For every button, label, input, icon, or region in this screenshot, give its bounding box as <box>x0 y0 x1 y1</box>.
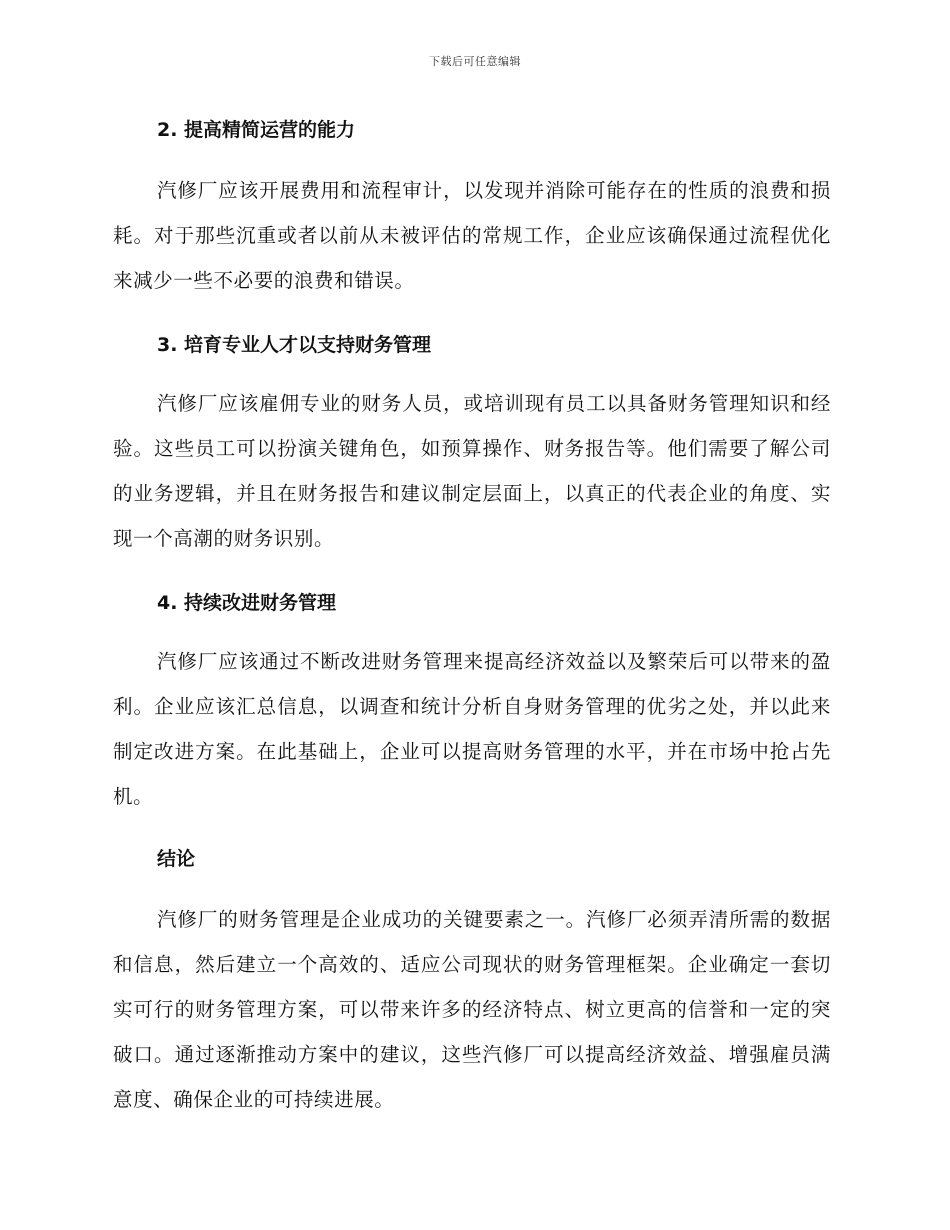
section-paragraph: 汽修厂应该雇佣专业的财务人员，或培训现有员工以具备财务管理知识和经验。这些员工可以扮演关键角色，如预算操作、财务报告等。他们需要了解公司的业务逻辑，并且在财务报告和建议制定层面上，以真正的代表企业的角度、实现一个高潮的财务识别。 <box>113 392 831 550</box>
section-heading: 3. 培育专业人才以支持财务管理 <box>157 334 432 356</box>
section-paragraph: 汽修厂应该开展费用和流程审计，以发现并消除可能存在的性质的浪费和损耗。对于那些沉重或者以前从未被评估的常规工作，企业应该确保通过流程优化来减少一些不必要的浪费和错误。 <box>113 179 831 292</box>
section-heading: 4. 持续改进财务管理 <box>157 592 337 614</box>
page-header: 下载后可任意编辑 <box>429 55 521 68</box>
section-heading: 2. 提高精简运营的能力 <box>157 119 356 141</box>
conclusion-paragraph: 汽修厂的财务管理是企业成功的关键要素之一。汽修厂必须弄清所需的数据和信息，然后建立一个高效的、适应公司现状的财务管理框架。企业确定一套切实可行的财务管理方案，可以带来许多的经济特点、树立更高的信誉和一定的突破口。通过逐渐推动方案中的建议，这些汽修厂可以提高经济效益、增强雇员满意度、确保企业的可持续进展。 <box>113 908 831 1111</box>
document-body <box>113 112 831 1122</box>
section-paragraph: 汽修厂应该通过不断改进财务管理来提高经济效益以及繁荣后可以带来的盈利。企业应该汇总信息，以调查和统计分析自身财务管理的优劣之处，并以此来制定改进方案。在此基础上，企业可以提高财务管理的水平，并在市场中抢占先机。 <box>113 650 831 808</box>
conclusion-heading: 结论 <box>157 848 196 870</box>
